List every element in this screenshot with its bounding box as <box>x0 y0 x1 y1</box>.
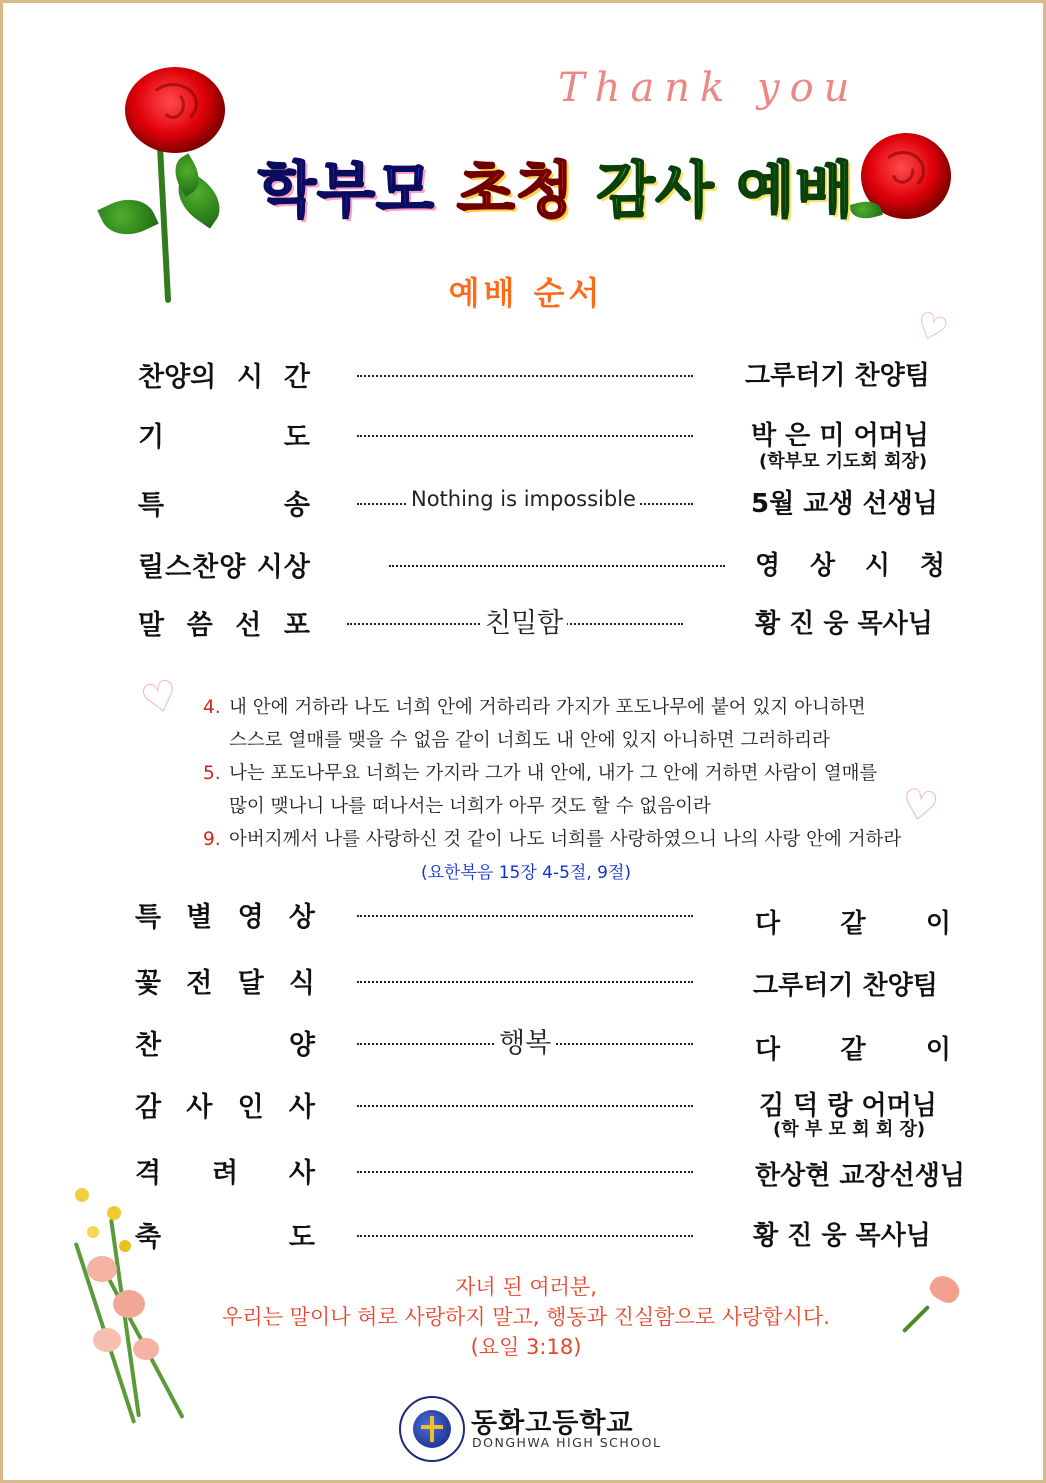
item-leader-part: 다 <box>755 1035 781 1065</box>
item-leader-note: (학 부 모 회 회 장) <box>773 1119 926 1140</box>
item-title-part: 선 <box>235 610 262 641</box>
item-leader-part: 상 <box>809 551 836 581</box>
item-song-title: 행복 <box>495 1021 555 1060</box>
item-leader-part: 같 <box>840 1035 866 1065</box>
rose-icon <box>855 129 955 229</box>
item-leader <box>755 903 951 940</box>
item-leader <box>755 545 945 582</box>
leader-line <box>357 915 693 917</box>
item-leader <box>755 1029 951 1066</box>
leader-line <box>357 1235 693 1237</box>
item-title-part: 도 <box>288 1222 315 1253</box>
leader-line <box>357 375 693 377</box>
item-title <box>138 355 310 394</box>
program-row <box>3 355 1046 395</box>
item-leader-part: 청 <box>919 551 945 581</box>
item-title-part: 찬 <box>135 1030 162 1061</box>
item-title-part: 양 <box>288 1030 315 1061</box>
item-title-part: 감 <box>135 1092 162 1123</box>
school-name-english: DONGHWA HIGH SCHOOL <box>472 1435 662 1450</box>
verse-number: 9. <box>203 829 221 850</box>
program-row <box>3 545 1046 585</box>
verse-line <box>203 759 877 785</box>
item-leader: 그루터기 찬양팀 <box>753 971 938 1001</box>
item-title-part: 영 <box>237 902 264 933</box>
item-leader-part: 같 <box>840 909 866 939</box>
item-title-part: 포 <box>283 610 310 641</box>
page-title <box>258 143 854 229</box>
item-title <box>138 545 310 584</box>
school-emblem-icon <box>399 1396 465 1462</box>
title-part-1: 학부모 <box>258 156 435 226</box>
heart-icon: ♡ <box>135 668 185 727</box>
item-title-part: 말 <box>138 610 165 641</box>
closing-line-1: 자녀 된 여러분, <box>455 1275 597 1299</box>
school-name: 동화고등학교 <box>471 1408 634 1439</box>
closing-line-3: (요일 3:18) <box>470 1335 582 1359</box>
heart-icon: ♡ <box>908 303 954 354</box>
item-title <box>135 1023 315 1062</box>
verse-text: 스스로 열매를 맺을 수 없음 같이 너희도 내 안에 있지 아니하면 그러하리라 <box>229 730 830 751</box>
item-song-title: Nothing is impossible <box>407 487 640 511</box>
item-title <box>135 1085 315 1124</box>
item-leader-part: 이 <box>925 909 951 939</box>
verse-text: 나는 포도나무요 너희는 가지라 그가 내 안에, 내가 그 안에 거하면 사람이 열매를 <box>229 763 878 784</box>
item-title-part: 사 <box>288 1158 315 1189</box>
item-leader: 황 진 웅 목사님 <box>753 1221 931 1251</box>
item-title-part: 상 <box>288 902 315 933</box>
item-title <box>135 961 315 1000</box>
item-leader: 한상현 교장선생님 <box>755 1161 965 1191</box>
item-title-part: 사 <box>288 1092 315 1123</box>
item-title-part: 릴스찬양 시상 <box>138 552 311 583</box>
leader-line <box>357 1171 693 1173</box>
item-title-part: 전 <box>186 968 213 999</box>
item-title-part: 송 <box>283 490 310 521</box>
leader-line <box>357 1105 693 1107</box>
item-title-part: 격 <box>135 1158 162 1189</box>
program-row <box>3 961 1046 1001</box>
verse-number: 5. <box>203 763 221 784</box>
item-title-part: 사 <box>186 1092 213 1123</box>
item-leader-part: 이 <box>925 1035 951 1065</box>
program-row <box>3 895 1046 939</box>
verse-text: 내 안에 거하라 나도 너희 안에 거하리라 가지가 포도나무에 붙어 있지 아니하면 <box>229 697 866 718</box>
leader-line <box>389 565 725 567</box>
item-title-part: 려 <box>211 1158 239 1189</box>
item-title-part: 꽃 <box>135 968 162 999</box>
item-leader-part: 영 <box>755 551 781 581</box>
item-leader-part: 다 <box>755 909 781 939</box>
item-title-part: 별 <box>186 902 213 933</box>
item-title <box>138 415 310 454</box>
verse-text: 많이 맺나니 나를 떠나서는 너희가 아무 것도 할 수 없음이라 <box>229 796 711 817</box>
rose-icon <box>103 63 233 303</box>
subtitle: 예배 순서 <box>448 274 604 312</box>
item-title-part: 도 <box>283 422 310 453</box>
item-leader: 황 진 웅 목사님 <box>755 609 933 639</box>
verse-reference: (요한복음 15장 4-5절, 9절) <box>420 863 632 883</box>
item-title-part: 식 <box>288 968 315 999</box>
title-part-2: 초청 <box>456 156 575 226</box>
item-title <box>138 603 310 642</box>
item-title-part: 특 <box>135 902 162 933</box>
item-leader: 박 은 미 어머님 <box>751 421 929 451</box>
item-title-part: 인 <box>237 1092 264 1123</box>
item-title <box>135 895 315 934</box>
item-song-title: 친밀함 <box>481 601 567 640</box>
program-row <box>3 483 1046 523</box>
verse-line <box>203 726 830 752</box>
program-row <box>3 1023 1046 1063</box>
verse-line <box>203 693 866 719</box>
title-part-3: 감사 예배 <box>596 156 855 226</box>
thank-you-script: Thank you <box>558 65 860 111</box>
leader-line <box>357 981 693 983</box>
closing-line-2: 우리는 말이나 혀로 사랑하지 말고, 행동과 진실함으로 사랑합시다. <box>222 1305 830 1329</box>
item-leader: 5월 교생 선생님 <box>751 489 938 519</box>
item-title-part: 기 <box>138 422 165 453</box>
program-row <box>3 603 1046 643</box>
item-leader: 그루터기 찬양팀 <box>745 361 930 391</box>
item-title-part: 씀 <box>186 610 213 641</box>
item-leader-note: (학부모 기도회 회장) <box>759 451 928 472</box>
program-row <box>3 415 1046 472</box>
verse-line <box>203 825 901 851</box>
item-title-part: 특 <box>138 490 165 521</box>
item-leader-part: 시 <box>864 551 891 581</box>
verse-line <box>203 792 711 818</box>
program-row <box>3 1085 1046 1140</box>
item-title-part: 찬양의 <box>138 362 217 393</box>
verse-number: 4. <box>203 697 221 718</box>
item-title-part: 간 <box>283 362 310 393</box>
item-leader: 김 덕 랑 어머님 <box>759 1091 937 1121</box>
item-title-part: 시 <box>237 362 264 393</box>
heart-icon: ♡ <box>897 778 943 833</box>
verse-text: 아버지께서 나를 사랑하신 것 같이 나도 너희를 사랑하였으니 나의 사랑 안에 거하라 <box>229 829 902 850</box>
item-title-part: 달 <box>237 968 264 999</box>
item-title <box>138 483 310 522</box>
leader-line <box>357 435 693 437</box>
item-title-part: 축 <box>135 1222 162 1253</box>
